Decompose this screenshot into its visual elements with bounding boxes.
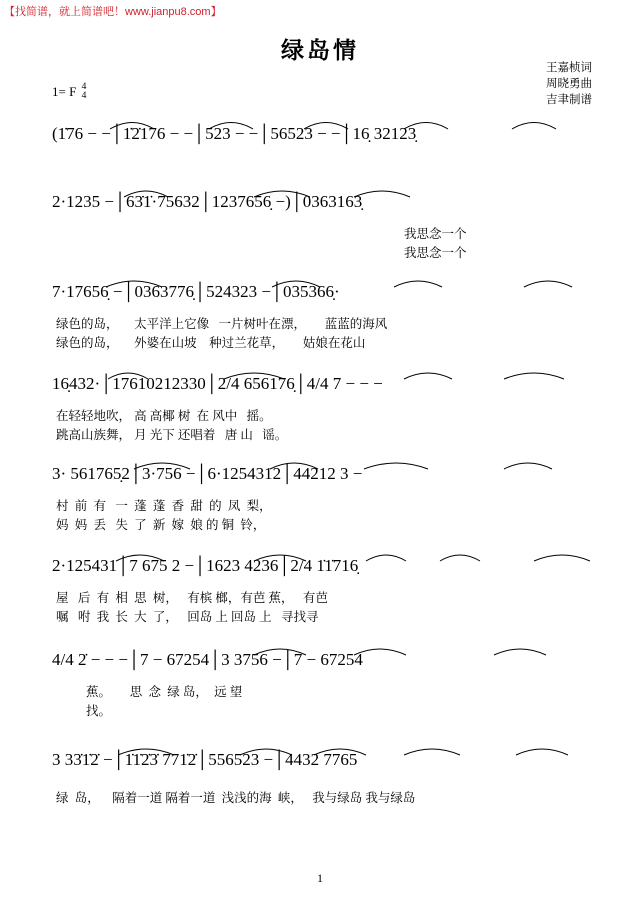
note-line: 2·1235 −│63̇1̇·75632│1237656̣ −)│0363163̣ [52, 192, 363, 211]
lyric-row [52, 782, 588, 804]
lyric-verse-2: 妈 妈 丢 失 了 新 嫁 娘 的 铜 铃， [56, 518, 266, 532]
site-watermark: 【找简谱，就上简谱吧！www.jianpu8.com】 [4, 6, 222, 18]
credits-block [546, 60, 592, 108]
note-line: 16̣432·│17610212330│2/4 656176̣│4/4 7 − − − [52, 374, 383, 393]
lyric-row [52, 243, 588, 262]
key-signature [52, 84, 86, 102]
notes-row [52, 190, 588, 224]
music-system-4 [0, 372, 640, 444]
note-line: 7·17656̣ −│0363776̣│524323 −│035366̣· [52, 282, 340, 301]
lyric-row [52, 515, 588, 534]
music-system-8 [0, 748, 640, 804]
notes-row [52, 462, 588, 496]
page-title: 绿岛情 [281, 38, 359, 63]
credit-lyricist: 王嘉桢词 [546, 62, 592, 74]
note-line: 3· 561765̣2│3·756 −│6·1254312│44212 3 − [52, 464, 363, 483]
lyric-row [52, 588, 588, 607]
lyric-row [52, 701, 588, 720]
notes-row [52, 648, 588, 682]
music-system-6 [0, 554, 640, 626]
notes-row [52, 122, 588, 156]
note-line: 2·125431│7 675 2 −│1623 4236│2/4 1̇1̇716̣ [52, 556, 359, 575]
notes-row [52, 748, 588, 782]
lyric-row [52, 496, 588, 515]
lyric-verse-2: 我思念一个 [404, 246, 467, 260]
lyric-row [52, 682, 588, 701]
credit-composer: 周晓勇曲 [546, 78, 592, 90]
lyric-verse-1: 绿 岛， 隔着一道 隔着一道 浅浅的海 峡， 我与绿岛 我与绿岛 [56, 791, 416, 805]
note-line: 4/4 2̇ − − −│7 − 67254│3 3756 −│7 − 67254 [52, 650, 363, 669]
lyric-verse-1: 村 前 有 一 蓬 蓬 香 甜 的 凤 梨， [56, 499, 272, 513]
time-signature [82, 83, 87, 101]
music-system-1 [0, 122, 640, 156]
music-system-7 [0, 648, 640, 720]
lyric-row [52, 224, 588, 243]
note-line: (1̇76 − −│1̇2̇176 − −│523 − −│56523 − −│16̣ 32123̣ [52, 124, 417, 143]
time-signature-numerator: 4 [81, 82, 87, 93]
music-system-5 [0, 462, 640, 534]
lyric-verse-1: 蕉。 思 念 绿 岛， 远 望 [86, 685, 243, 699]
lyric-verse-2: 找。 [86, 704, 112, 718]
lyric-verse-2: 嘱 咐 我 长 大 了， 回岛 上 回岛 上 寻找寻 [56, 610, 319, 624]
notes-row [52, 554, 588, 588]
lyric-row [52, 425, 588, 444]
notes-row [52, 372, 588, 406]
lyric-verse-2: 绿色的岛， 外婆在山坡 种过兰花草， 姑娘在花山 [56, 336, 366, 350]
page-number: 1 [317, 871, 323, 885]
time-signature-denominator: 4 [81, 91, 87, 102]
lyric-row [52, 406, 588, 425]
lyric-row [52, 333, 588, 352]
key-label: 1= F [52, 84, 77, 99]
lyric-verse-1: 在轻轻地吹， 高 高椰 树 在 风中 摇。 [56, 409, 272, 423]
music-system-3 [0, 280, 640, 352]
lyric-verse-2: 跳高山族舞， 月 光下 还唱着 唐 山 谣。 [56, 428, 288, 442]
lyric-row [52, 607, 588, 626]
credit-arranger: 吉聿制谱 [546, 94, 592, 106]
lyric-row [52, 314, 588, 333]
note-line: 3 33̇1̇2̇ −│1̇1̇2̇3̇ 771̇2̇│556523 −│4432 7765 [52, 750, 358, 769]
music-system-2 [0, 190, 640, 262]
notes-row [52, 280, 588, 314]
lyric-verse-1: 我思念一个 [404, 227, 467, 241]
lyric-verse-1: 屋 后 有 相 思 树， 有槟 榔，有芭 蕉， 有芭 [56, 591, 328, 605]
lyric-verse-1: 绿色的岛， 太平洋上它像 一片树叶在漂， 蓝蓝的海风 [56, 317, 388, 331]
